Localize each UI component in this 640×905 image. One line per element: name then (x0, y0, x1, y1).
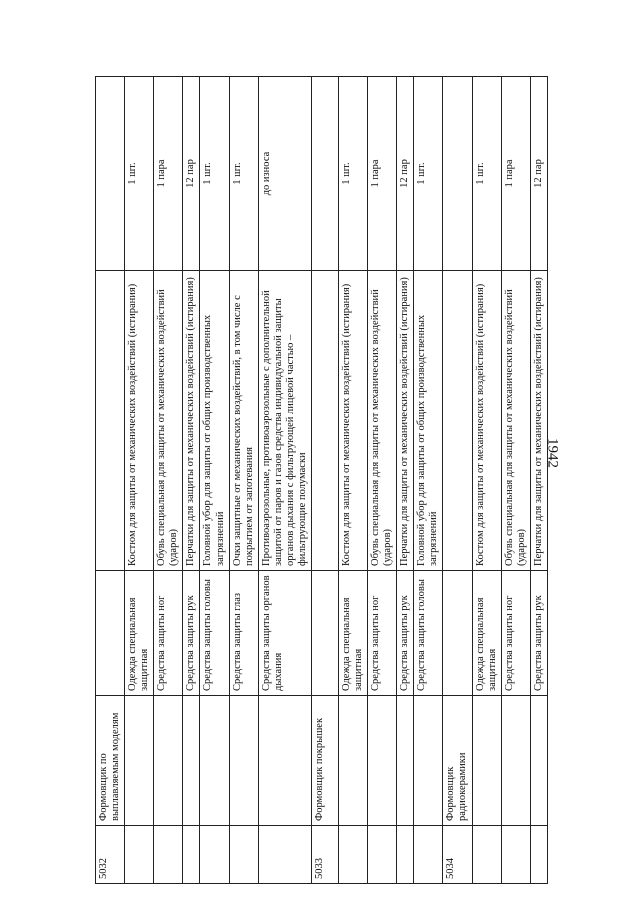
means-cell: Средства защиты рук (183, 571, 200, 696)
table-viewport (95, 77, 544, 884)
means-cell: Средства защиты рук (530, 571, 547, 696)
item-cell: Перчатки для защиты от механических воздействий (истирания) (183, 271, 200, 571)
norm-cell: 12 пар (397, 77, 414, 271)
table-row (258, 77, 311, 884)
means-cell: Средства защиты ног (154, 571, 183, 696)
norm-cell: 1 шт. (125, 77, 154, 271)
means-cell: Одежда специальная защитная (472, 571, 501, 696)
profession-code: 5032 (96, 826, 125, 884)
item-cell: Перчатки для защиты от механических воздействий (истирания) (530, 271, 547, 571)
norm-cell: до износа (258, 77, 311, 271)
item-cell: Обувь специальная для защиты от механических воздействий (ударов) (368, 271, 397, 571)
norm-cell: 1 шт. (229, 77, 258, 271)
table-row (501, 77, 530, 884)
page-number: 1942 (544, 438, 561, 468)
table-row (338, 77, 367, 884)
means-cell: Средства защиты глаз (229, 571, 258, 696)
table-row (125, 77, 154, 884)
means-cell: Одежда специальная защитная (125, 571, 154, 696)
table-row (154, 77, 183, 884)
table-row (530, 77, 547, 884)
profession-name: Формовщик покрышек (311, 696, 338, 826)
norm-cell: 12 пар (530, 77, 547, 271)
table-row (229, 77, 258, 884)
norm-cell: 1 шт. (414, 77, 443, 271)
norm-cell: 1 шт. (338, 77, 367, 271)
profession-name: Формовщик радиокерамики (443, 696, 472, 826)
means-cell: Средства защиты головы (200, 571, 229, 696)
norm-cell: 1 пара (501, 77, 530, 271)
item-cell: Головной убор для защиты от общих производственных загрязнений (200, 271, 229, 571)
item-cell: Противоаэрозольные, противоаэрозольные с дополнительной защитой от паров и газов средства индивидуальной защиты органов дыхания с фильтрующей лицевой частью – фильтрующие полумаски (258, 271, 311, 571)
means-cell: Средства защиты головы (414, 571, 443, 696)
item-cell: Обувь специальная для защиты от механических воздействий (ударов) (154, 271, 183, 571)
norm-cell: 1 пара (154, 77, 183, 271)
profession-name: Формовщик по выплавляемым моделям (96, 696, 125, 826)
rotated-table-container (95, 77, 544, 884)
item-cell: Костюм для защиты от механических воздействий (истирания) (338, 271, 367, 571)
means-cell: Одежда специальная защитная (338, 571, 367, 696)
table-row (414, 77, 443, 884)
item-cell: Перчатки для защиты от механических воздействий (истирания) (397, 271, 414, 571)
table-row (183, 77, 200, 884)
profession-row (96, 77, 125, 884)
norm-cell: 12 пар (183, 77, 200, 271)
profession-row (311, 77, 338, 884)
table-row (397, 77, 414, 884)
profession-code: 5033 (311, 826, 338, 884)
means-cell: Средства защиты ног (368, 571, 397, 696)
norm-cell: 1 шт. (200, 77, 229, 271)
table-row (368, 77, 397, 884)
item-cell: Очки защитные от механических воздействий, в том числе с покрытием от запотевания (229, 271, 258, 571)
means-cell: Средства защиты ног (501, 571, 530, 696)
item-cell: Головной убор для защиты от общих производственных загрязнений (414, 271, 443, 571)
profession-code: 5034 (443, 826, 472, 884)
means-cell: Средства защиты рук (397, 571, 414, 696)
norm-cell: 1 шт. (472, 77, 501, 271)
ppe-norms-table (95, 76, 548, 884)
table-row (472, 77, 501, 884)
item-cell: Костюм для защиты от механических воздействий (истирания) (125, 271, 154, 571)
profession-row (443, 77, 472, 884)
means-cell: Средства защиты органов дыхания (258, 571, 311, 696)
item-cell: Костюм для защиты от механических воздействий (истирания) (472, 271, 501, 571)
table-row (200, 77, 229, 884)
item-cell: Обувь специальная для защиты от механических воздействий (ударов) (501, 271, 530, 571)
norm-cell: 1 пара (368, 77, 397, 271)
